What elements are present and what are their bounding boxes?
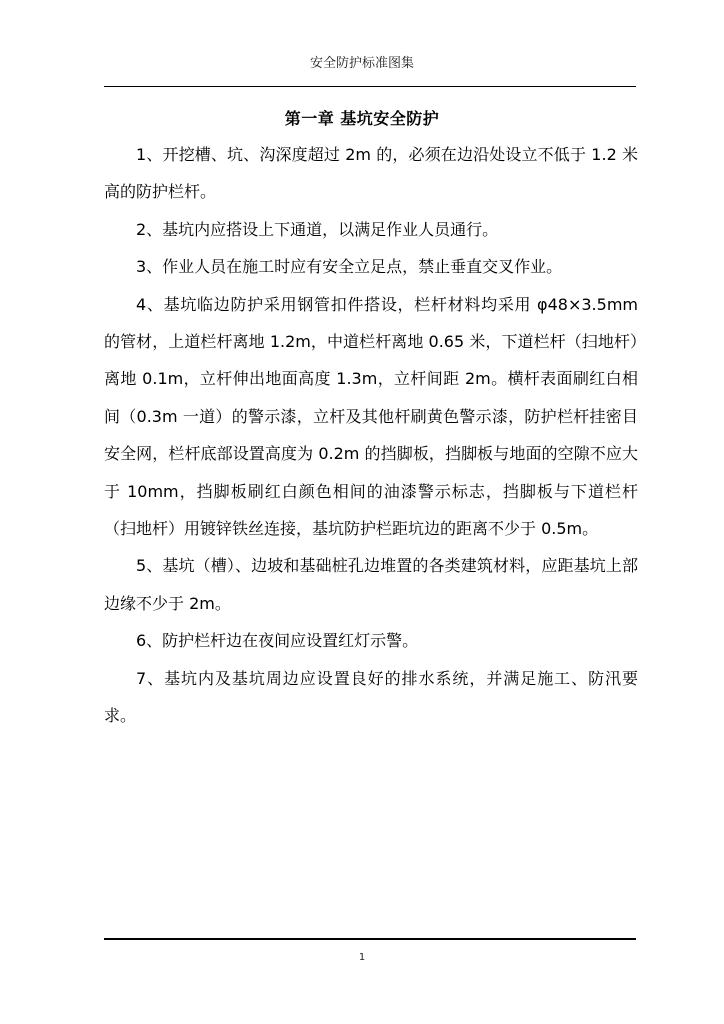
document-body — [104, 136, 638, 735]
paragraph-1: 1、开挖槽、坑、沟深度超过 2m 的，必须在边沿处设立不低于 1.2 米高的防护栏杆。 — [104, 145, 638, 202]
paragraph-4: 4、基坑临边防护采用钢管扣件搭设，栏杆材料均采用 φ48×3.5mm 的管材，上道栏杆离地 1.2m，中道栏杆离地 0.65 米，下道栏杆（扫地杆）离地 0.1m，立杆伸出地面高度 1.3m，立杆间距 2m。横杆表面刷红白相间（0.3m 一道）的警示漆，立杆及其他杆刷黄色警示漆，防护栏杆挂密目安全网，栏杆底部设置高度为 0.2m 的挡脚板，挡脚板与地面的空隙不应大于 10mm，挡脚板刷红白颜色相间的油漆警示标志，挡脚板与下道栏杆（扫地杆）用镀锌铁丝连接，基坑防护栏距坑边的距离不少于 0.5m。 — [104, 294, 638, 539]
paragraph-5: 5、基坑（槽）、边坡和基础桩孔边堆置的各类建筑材料，应距基坑上部边缘不少于 2m。 — [104, 556, 638, 613]
page-header: 安全防护标准图集 — [309, 56, 414, 71]
page-number: 1 — [358, 952, 366, 963]
paragraph-3: 3、作业人员在施工时应有安全立足点，禁止垂直交叉作业。 — [136, 257, 563, 277]
chapter-title: 第一章 基坑安全防护 — [284, 109, 440, 128]
paragraph-2: 2、基坑内应搭设上下通道，以满足作业人员通行。 — [136, 219, 499, 239]
header-divider — [104, 86, 636, 87]
paragraph-7: 7、基坑内及基坑周边应设置良好的排水系统，并满足施工、防汛要求。 — [104, 668, 638, 726]
footer-divider — [104, 938, 636, 940]
paragraph-6: 6、防护栏杆边在夜间应设置红灯示警。 — [136, 631, 419, 651]
